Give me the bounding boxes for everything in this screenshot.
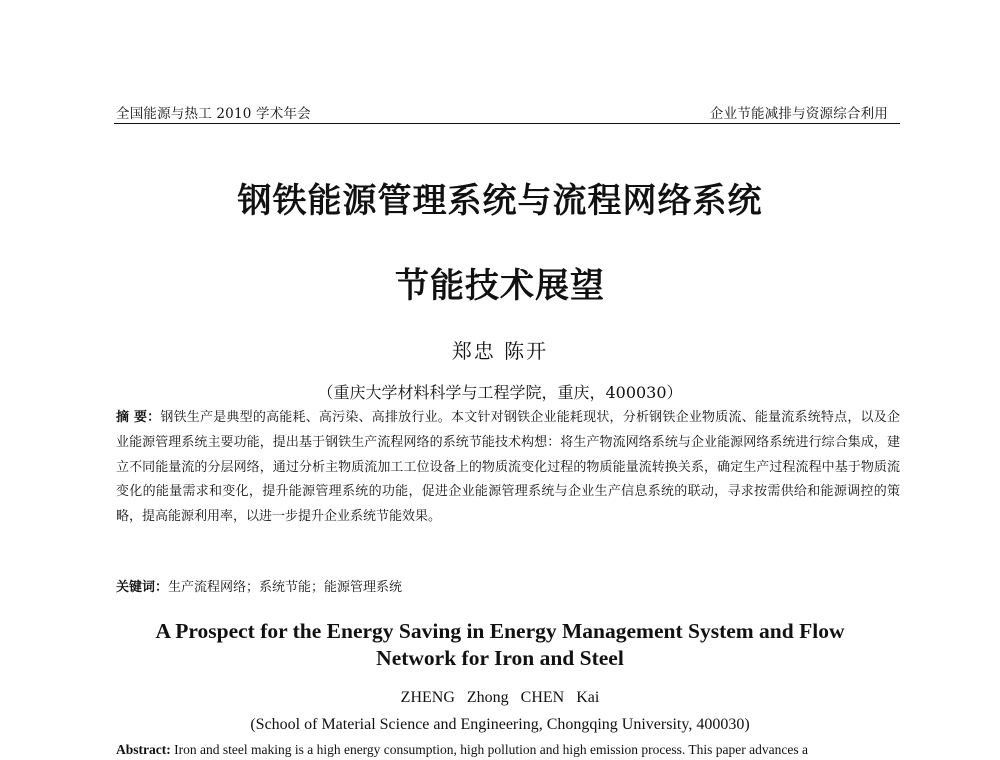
running-header-right: 企业节能减排与资源综合利用 [709,106,888,122]
chinese-keywords [116,578,900,598]
chinese-affiliation: （重庆大学材料科学与工程学院，重庆，400030） [317,383,683,402]
chinese-abstract [116,406,900,530]
english-abstract [116,742,900,758]
english-title: A Prospect for the Energy Saving in Energy Management System and Flow Network for Iron and Steel [155,619,845,670]
english-affiliation: (School of Material Science and Engineering, Chongqing University, 400030) [250,716,750,733]
english-abstract-label: Abstract: [116,742,171,757]
english-abstract-text: Iron and steel making is a high energy consumption, high pollution and high emission process. This paper advances a [174,742,808,757]
chinese-abstract-label: 摘 要： [116,410,161,425]
chinese-keywords-label: 关键词： [116,580,169,595]
english-authors: ZHENG Zhong CHEN Kai [400,689,600,706]
chinese-title-line-1: 钢铁能源管理系统与流程网络系统 [237,181,763,221]
chinese-abstract-text: 钢铁生产是典型的高能耗、高污染、高排放行业。本文针对钢铁企业能耗现状，分析钢铁企业物质流、能量流系统特点，以及企业能源管理系统主要功能，提出基于钢铁生产流程网络的系统节能技术构想：将生产物流网络系统与企业能源网络系统进行综合集成，建立不同能量流的分层网络，通过分析主物质流加工工位设备上的物质流变化过程的物质能量流转换关系，确定生产过程流程中基于物质流变化的能量需求和变化，提升能源管理系统的功能，促进企业能源管理系统与企业生产信息系统的联动，寻求按需供给和能源调控的策略，提高能源利用率，以进一步提升企业系统节能效果。 [116,410,900,525]
running-header-left: 全国能源与热工 2010 学术年会 [116,106,311,122]
header-divider [114,123,900,124]
chinese-title-line-2: 节能技术展望 [395,266,605,306]
chinese-authors: 郑忠 陈开 [451,339,549,363]
chinese-keywords-text: 生产流程网络；系统节能；能源管理系统 [168,580,403,595]
